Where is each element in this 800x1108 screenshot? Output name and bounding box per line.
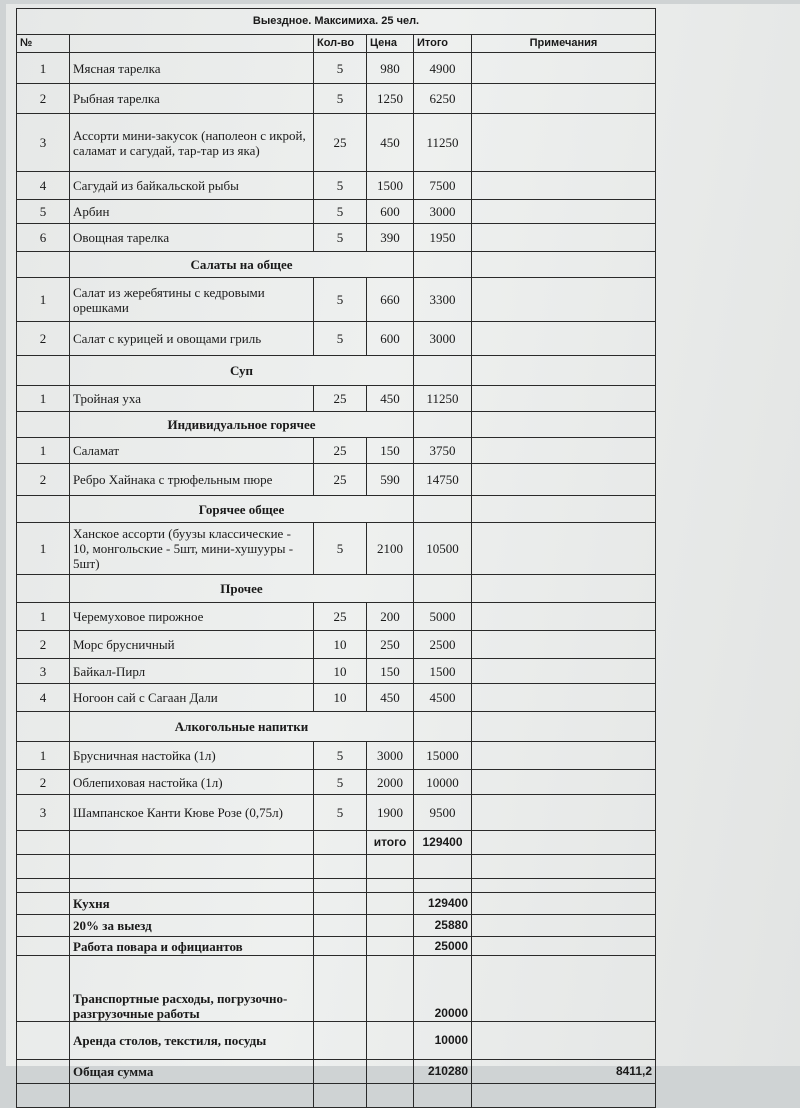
item-qty: 5 xyxy=(314,224,367,252)
item-number: 1 xyxy=(17,438,70,464)
item-note xyxy=(472,386,656,412)
section-header-row xyxy=(17,356,656,386)
item-name: Рыбная тарелка xyxy=(70,84,314,114)
section-spacer xyxy=(472,712,656,742)
item-total: 3000 xyxy=(414,200,472,224)
item-number: 1 xyxy=(17,523,70,575)
blank-cell xyxy=(367,1084,414,1108)
section-title: Прочее xyxy=(70,575,414,603)
item-number: 2 xyxy=(17,631,70,659)
section-header-row xyxy=(17,252,656,278)
item-total: 3300 xyxy=(414,278,472,322)
item-price: 3000 xyxy=(367,742,414,770)
summary-value: 129400 xyxy=(414,893,472,915)
item-note xyxy=(472,631,656,659)
item-name: Ногоон сай с Сагаан Дали xyxy=(70,684,314,712)
blank-cell xyxy=(314,879,367,893)
summary-label: Транспортные расходы, погрузочно-разгрузочные работы xyxy=(70,956,314,1022)
blank-cell xyxy=(414,879,472,893)
blank-row xyxy=(17,879,656,893)
item-price: 150 xyxy=(367,438,414,464)
item-qty: 10 xyxy=(314,631,367,659)
item-note xyxy=(472,603,656,631)
summary-note xyxy=(472,956,656,1022)
item-name: Тройная уха xyxy=(70,386,314,412)
item-total: 6250 xyxy=(414,84,472,114)
summary-row xyxy=(17,937,656,956)
blank-cell xyxy=(70,1084,314,1108)
item-name: Салат из жеребятины с кедровыми орешками xyxy=(70,278,314,322)
blank-row xyxy=(17,855,656,879)
item-number: 1 xyxy=(17,742,70,770)
section-spacer xyxy=(414,356,472,386)
section-spacer xyxy=(414,712,472,742)
item-total: 15000 xyxy=(414,742,472,770)
item-row xyxy=(17,742,656,770)
paper-sheet xyxy=(6,4,800,1079)
item-total: 5000 xyxy=(414,603,472,631)
item-row xyxy=(17,631,656,659)
section-title: Салаты на общее xyxy=(70,252,414,278)
summary-note xyxy=(472,937,656,956)
item-name: Черемуховое пирожное xyxy=(70,603,314,631)
summary-spacer xyxy=(17,937,70,956)
item-note xyxy=(472,684,656,712)
item-name: Байкал-Пирл xyxy=(70,659,314,684)
grand-total-row xyxy=(17,1060,656,1084)
item-total: 14750 xyxy=(414,464,472,496)
section-spacer xyxy=(414,252,472,278)
item-qty: 25 xyxy=(314,438,367,464)
item-number: 5 xyxy=(17,200,70,224)
item-number: 2 xyxy=(17,464,70,496)
item-number: 4 xyxy=(17,172,70,200)
section-spacer xyxy=(17,356,70,386)
summary-label: Кухня xyxy=(70,893,314,915)
summary-spacer xyxy=(17,915,70,937)
summary-row xyxy=(17,956,656,1022)
item-price: 450 xyxy=(367,114,414,172)
summary-spacer xyxy=(367,937,414,956)
item-row xyxy=(17,278,656,322)
item-price: 980 xyxy=(367,53,414,84)
item-number: 3 xyxy=(17,795,70,831)
section-spacer xyxy=(414,575,472,603)
item-qty: 5 xyxy=(314,523,367,575)
item-price: 600 xyxy=(367,322,414,356)
blank-cell xyxy=(414,1084,472,1108)
item-name: Мясная тарелка xyxy=(70,53,314,84)
item-number: 2 xyxy=(17,84,70,114)
grand-total-note: 8411,2 xyxy=(472,1060,656,1084)
grand-total-value: 210280 xyxy=(414,1060,472,1084)
document-title: Выездное. Максимиха. 25 чел. xyxy=(17,9,656,35)
item-total: 7500 xyxy=(414,172,472,200)
item-price: 660 xyxy=(367,278,414,322)
item-price: 590 xyxy=(367,464,414,496)
section-header-row xyxy=(17,496,656,523)
item-note xyxy=(472,224,656,252)
item-note xyxy=(472,200,656,224)
item-name: Арбин xyxy=(70,200,314,224)
item-note xyxy=(472,438,656,464)
item-qty: 25 xyxy=(314,603,367,631)
grand-total-spacer xyxy=(314,1060,367,1084)
section-header-row xyxy=(17,412,656,438)
blank-cell xyxy=(472,879,656,893)
summary-spacer xyxy=(367,956,414,1022)
blank-cell xyxy=(17,855,70,879)
item-price: 250 xyxy=(367,631,414,659)
col-header-name xyxy=(70,35,314,53)
item-number: 1 xyxy=(17,53,70,84)
item-total: 11250 xyxy=(414,114,472,172)
item-name: Ассорти мини-закусок (наполеон с икрой, саламат и сагудай, тар-тар из яка) xyxy=(70,114,314,172)
item-note xyxy=(472,795,656,831)
subtotal-spacer xyxy=(314,831,367,855)
item-row xyxy=(17,464,656,496)
item-total: 1950 xyxy=(414,224,472,252)
item-qty: 5 xyxy=(314,84,367,114)
item-name: Облепиховая настойка (1л) xyxy=(70,770,314,795)
summary-label: Работа повара и официантов xyxy=(70,937,314,956)
item-price: 1900 xyxy=(367,795,414,831)
item-row xyxy=(17,114,656,172)
summary-label: 20% за выезд xyxy=(70,915,314,937)
col-header-notes: Примечания xyxy=(472,35,656,53)
item-name: Ханское ассорти (буузы классические - 10, монгольские - 5шт, мини-хушууры - 5шт) xyxy=(70,523,314,575)
item-qty: 5 xyxy=(314,53,367,84)
col-header-number: № xyxy=(17,35,70,53)
item-number: 4 xyxy=(17,684,70,712)
section-spacer xyxy=(17,712,70,742)
item-price: 450 xyxy=(367,386,414,412)
item-row xyxy=(17,200,656,224)
summary-spacer xyxy=(314,893,367,915)
subtotal-value: 129400 xyxy=(414,831,472,855)
item-total: 1500 xyxy=(414,659,472,684)
section-title: Суп xyxy=(70,356,414,386)
item-qty: 5 xyxy=(314,322,367,356)
item-name: Овощная тарелка xyxy=(70,224,314,252)
item-number: 1 xyxy=(17,386,70,412)
item-row xyxy=(17,322,656,356)
summary-spacer xyxy=(367,893,414,915)
section-spacer xyxy=(17,252,70,278)
summary-value: 20000 xyxy=(414,956,472,1022)
summary-label: Аренда столов, текстиля, посуды xyxy=(70,1022,314,1060)
item-note xyxy=(472,278,656,322)
summary-spacer xyxy=(314,937,367,956)
section-spacer xyxy=(17,496,70,523)
section-header-row xyxy=(17,575,656,603)
section-header-row xyxy=(17,712,656,742)
item-price: 450 xyxy=(367,684,414,712)
item-row xyxy=(17,523,656,575)
blank-row xyxy=(17,1084,656,1108)
item-number: 2 xyxy=(17,322,70,356)
item-name: Саламат xyxy=(70,438,314,464)
section-spacer xyxy=(472,356,656,386)
grand-total-label: Общая сумма xyxy=(70,1060,314,1084)
blank-cell xyxy=(472,855,656,879)
blank-cell xyxy=(70,855,314,879)
item-row xyxy=(17,386,656,412)
summary-spacer xyxy=(367,1022,414,1060)
item-name: Морс брусничный xyxy=(70,631,314,659)
item-row xyxy=(17,172,656,200)
item-qty: 25 xyxy=(314,386,367,412)
summary-spacer xyxy=(314,915,367,937)
section-spacer xyxy=(472,496,656,523)
section-title: Алкогольные напитки xyxy=(70,712,414,742)
subtotal-note xyxy=(472,831,656,855)
subtotal-label: итого xyxy=(367,831,414,855)
item-name: Сагудай из байкальской рыбы xyxy=(70,172,314,200)
item-total: 3000 xyxy=(414,322,472,356)
section-spacer xyxy=(472,575,656,603)
item-name: Шампанское Канти Кюве Розе (0,75л) xyxy=(70,795,314,831)
summary-value: 10000 xyxy=(414,1022,472,1060)
item-total: 4500 xyxy=(414,684,472,712)
section-spacer xyxy=(472,412,656,438)
summary-note xyxy=(472,915,656,937)
subtotal-row xyxy=(17,831,656,855)
item-total: 9500 xyxy=(414,795,472,831)
blank-cell xyxy=(367,855,414,879)
item-total: 10500 xyxy=(414,523,472,575)
item-note xyxy=(472,84,656,114)
item-note xyxy=(472,114,656,172)
item-note xyxy=(472,322,656,356)
item-note xyxy=(472,464,656,496)
item-note xyxy=(472,172,656,200)
subtotal-spacer xyxy=(17,831,70,855)
col-header-price: Цена xyxy=(367,35,414,53)
blank-cell xyxy=(17,1084,70,1108)
item-total: 11250 xyxy=(414,386,472,412)
item-total: 4900 xyxy=(414,53,472,84)
item-row xyxy=(17,224,656,252)
item-price: 2000 xyxy=(367,770,414,795)
item-note xyxy=(472,770,656,795)
item-number: 1 xyxy=(17,278,70,322)
item-price: 2100 xyxy=(367,523,414,575)
item-qty: 5 xyxy=(314,172,367,200)
item-name: Ребро Хайнака с трюфельным пюре xyxy=(70,464,314,496)
blank-cell xyxy=(472,1084,656,1108)
item-qty: 10 xyxy=(314,659,367,684)
blank-cell xyxy=(414,855,472,879)
item-qty: 10 xyxy=(314,684,367,712)
item-row xyxy=(17,603,656,631)
item-row xyxy=(17,53,656,84)
grand-total-spacer xyxy=(367,1060,414,1084)
item-price: 200 xyxy=(367,603,414,631)
item-qty: 5 xyxy=(314,200,367,224)
summary-row xyxy=(17,1022,656,1060)
item-number: 3 xyxy=(17,114,70,172)
summary-note xyxy=(472,1022,656,1060)
item-note xyxy=(472,742,656,770)
summary-spacer xyxy=(314,1022,367,1060)
col-header-total: Итого xyxy=(414,35,472,53)
summary-note xyxy=(472,893,656,915)
header-row xyxy=(17,35,656,53)
blank-cell xyxy=(314,855,367,879)
item-price: 1500 xyxy=(367,172,414,200)
item-price: 1250 xyxy=(367,84,414,114)
item-row xyxy=(17,770,656,795)
item-name: Салат с курицей и овощами гриль xyxy=(70,322,314,356)
item-price: 600 xyxy=(367,200,414,224)
item-row xyxy=(17,84,656,114)
grand-total-spacer xyxy=(17,1060,70,1084)
section-spacer xyxy=(17,575,70,603)
section-spacer xyxy=(414,412,472,438)
item-qty: 25 xyxy=(314,114,367,172)
blank-cell xyxy=(367,879,414,893)
item-qty: 5 xyxy=(314,770,367,795)
item-row xyxy=(17,659,656,684)
summary-spacer xyxy=(17,1022,70,1060)
item-name: Брусничная настойка (1л) xyxy=(70,742,314,770)
summary-spacer xyxy=(367,915,414,937)
summary-spacer xyxy=(17,956,70,1022)
item-row xyxy=(17,684,656,712)
subtotal-spacer xyxy=(70,831,314,855)
summary-value: 25880 xyxy=(414,915,472,937)
section-spacer xyxy=(414,496,472,523)
item-price: 150 xyxy=(367,659,414,684)
item-number: 6 xyxy=(17,224,70,252)
section-title: Индивидуальное горячее xyxy=(70,412,414,438)
item-qty: 5 xyxy=(314,795,367,831)
menu-estimate-table xyxy=(16,8,656,1108)
title-row xyxy=(17,9,656,35)
item-note xyxy=(472,53,656,84)
section-spacer xyxy=(17,412,70,438)
item-note xyxy=(472,523,656,575)
item-note xyxy=(472,659,656,684)
item-qty: 5 xyxy=(314,278,367,322)
col-header-qty: Кол-во xyxy=(314,35,367,53)
item-row xyxy=(17,795,656,831)
item-number: 2 xyxy=(17,770,70,795)
blank-cell xyxy=(17,879,70,893)
item-qty: 5 xyxy=(314,742,367,770)
item-total: 3750 xyxy=(414,438,472,464)
item-row xyxy=(17,438,656,464)
summary-spacer xyxy=(17,893,70,915)
item-price: 390 xyxy=(367,224,414,252)
summary-row xyxy=(17,915,656,937)
item-qty: 25 xyxy=(314,464,367,496)
blank-cell xyxy=(70,879,314,893)
item-total: 2500 xyxy=(414,631,472,659)
section-spacer xyxy=(472,252,656,278)
item-number: 3 xyxy=(17,659,70,684)
item-number: 1 xyxy=(17,603,70,631)
section-title: Горячее общее xyxy=(70,496,414,523)
summary-value: 25000 xyxy=(414,937,472,956)
item-total: 10000 xyxy=(414,770,472,795)
blank-cell xyxy=(314,1084,367,1108)
summary-row xyxy=(17,893,656,915)
summary-spacer xyxy=(314,956,367,1022)
